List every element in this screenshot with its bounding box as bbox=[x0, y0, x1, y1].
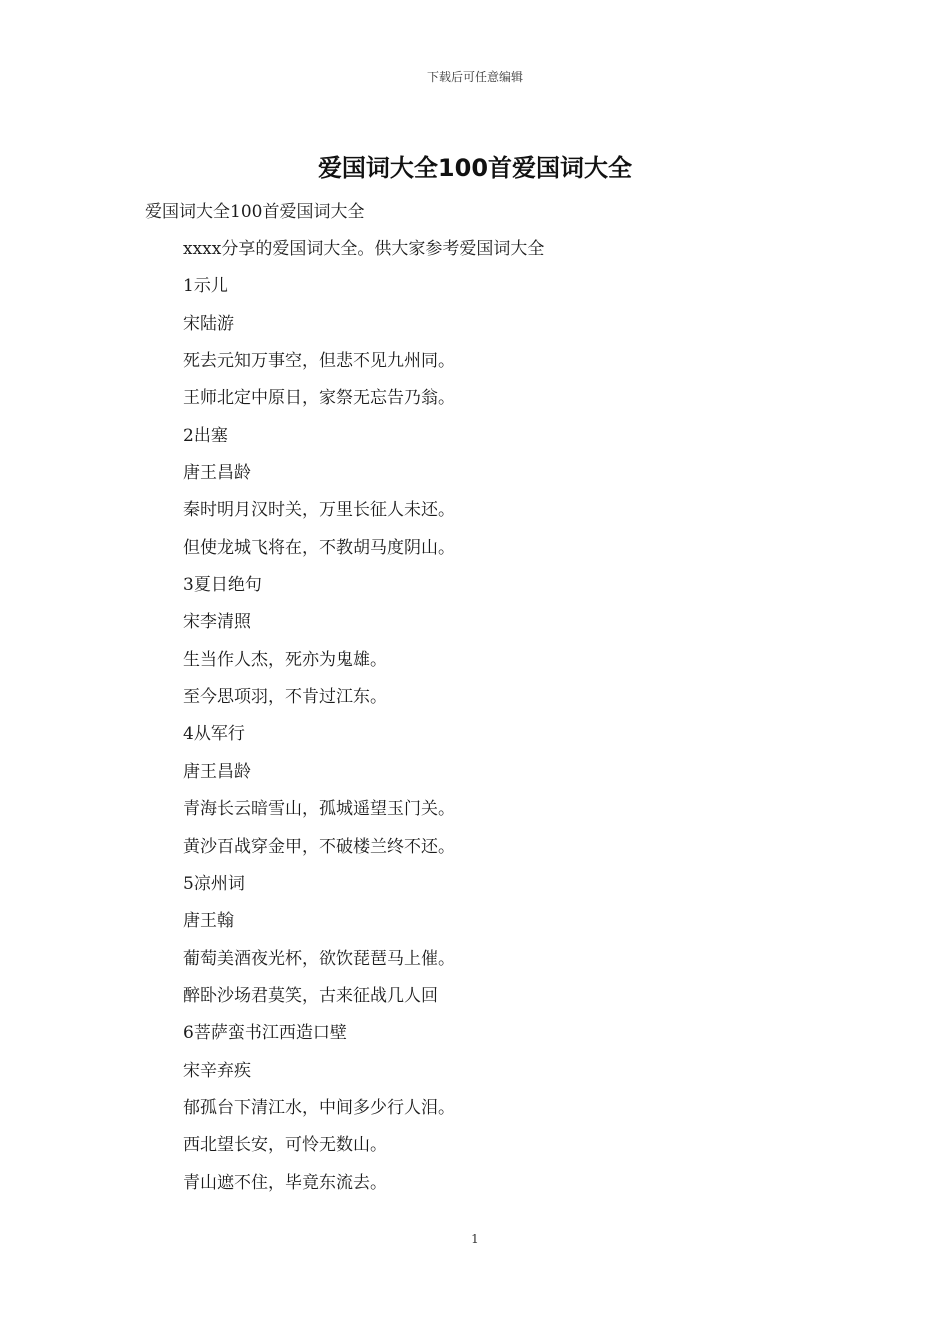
text-line: 宋李清照 bbox=[183, 612, 251, 633]
page-header-note: 下载后可任意编辑 bbox=[426, 70, 523, 84]
text-line: 宋陆游 bbox=[183, 313, 234, 334]
text-line: 秦时明月汉时关，万里长征人未还。 bbox=[183, 500, 455, 521]
text-line: 郁孤台下清江水，中间多少行人泪。 bbox=[183, 1097, 455, 1118]
document-subtitle: 爱国词大全100首爱国词大全 bbox=[145, 202, 365, 222]
text-line: 宋辛弃疾 bbox=[183, 1060, 251, 1081]
page-number: 1 bbox=[471, 1232, 479, 1246]
text-line: 至今思项羽，不肯过江东。 bbox=[183, 687, 387, 708]
poem-body bbox=[183, 235, 883, 1206]
text-line: 唐王昌龄 bbox=[183, 463, 251, 484]
text-line: 6菩萨蛮书江西造口壁 bbox=[183, 1023, 347, 1044]
text-line: 3夏日绝句 bbox=[183, 575, 262, 596]
text-line: xxxx分享的爱国词大全。供大家参考爱国词大全 bbox=[183, 239, 545, 259]
text-line: 黄沙百战穿金甲，不破楼兰终不还。 bbox=[183, 836, 455, 857]
text-line: 青海长云暗雪山，孤城遥望玉门关。 bbox=[183, 799, 455, 820]
text-line: 生当作人杰，死亦为鬼雄。 bbox=[183, 649, 387, 670]
text-line: 4从军行 bbox=[183, 724, 245, 745]
text-line: 但使龙城飞将在，不教胡马度阴山。 bbox=[183, 537, 455, 558]
text-line: 醉卧沙场君莫笑，古来征战几人回 bbox=[183, 985, 438, 1006]
text-line: 死去元知万事空，但悲不见九州同。 bbox=[183, 351, 455, 372]
text-line: 2出塞 bbox=[183, 425, 228, 446]
text-line: 葡萄美酒夜光杯，欲饮琵琶马上催。 bbox=[183, 948, 455, 969]
text-line: 5凉州词 bbox=[183, 873, 245, 894]
text-line: 1示儿 bbox=[183, 276, 228, 297]
document-title: 爱国词大全100首爱国词大全 bbox=[317, 154, 633, 182]
text-line: 王师北定中原日，家祭无忘告乃翁。 bbox=[183, 388, 455, 409]
text-line: 唐王翰 bbox=[183, 911, 234, 932]
text-line: 青山遮不住，毕竟东流去。 bbox=[183, 1172, 387, 1193]
text-line: 唐王昌龄 bbox=[183, 761, 251, 782]
text-line: 西北望长安，可怜无数山。 bbox=[183, 1135, 387, 1156]
